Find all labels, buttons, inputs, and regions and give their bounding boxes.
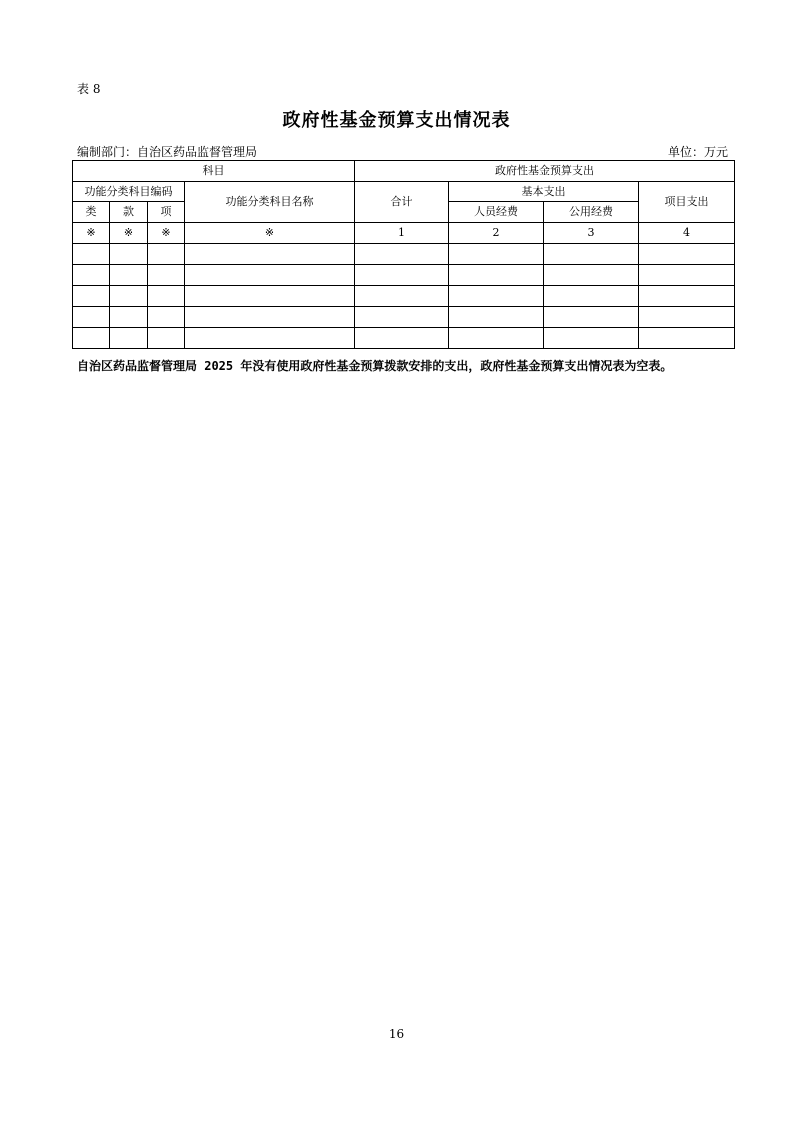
table-cell: [110, 286, 148, 307]
table-cell: [110, 328, 148, 349]
header-total: 合计: [355, 182, 449, 223]
page-title: 政府性基金预算支出情况表: [282, 110, 511, 131]
table-row: [73, 265, 735, 286]
table-cell: ※: [148, 223, 185, 244]
table-cell: ※: [185, 223, 355, 244]
table-cell: [73, 265, 110, 286]
header-class: 类: [73, 202, 110, 223]
table-cell: [544, 328, 639, 349]
table-cell: 2: [449, 223, 544, 244]
table-row: [73, 244, 735, 265]
table-cell: [544, 307, 639, 328]
table-cell: [449, 286, 544, 307]
table-cell: 4: [639, 223, 735, 244]
table-cell: ※: [73, 223, 110, 244]
header-name: 功能分类科目名称: [185, 182, 355, 223]
page-number: 16: [388, 1027, 405, 1041]
expense-table: [72, 160, 735, 349]
table-cell: [639, 307, 735, 328]
table-cell: [73, 307, 110, 328]
table-cell: ※: [110, 223, 148, 244]
header-personnel: 人员经费: [449, 202, 544, 223]
table-row: [73, 328, 735, 349]
table-cell: [73, 244, 110, 265]
header-basic: 基本支出: [449, 182, 639, 202]
table-cell: [110, 307, 148, 328]
table-cell: [148, 286, 185, 307]
table-cell: [355, 244, 449, 265]
table-label: 表 8: [77, 82, 101, 96]
table-cell: 1: [355, 223, 449, 244]
empty-rows-body: [73, 244, 735, 349]
table-cell: [355, 307, 449, 328]
unit-label: 单位：万元: [667, 145, 728, 159]
table-cell: [148, 307, 185, 328]
table-cell: [449, 244, 544, 265]
table-cell: [544, 265, 639, 286]
table-cell: [544, 244, 639, 265]
table-cell: [449, 307, 544, 328]
table-cell: [185, 244, 355, 265]
table-row: [73, 286, 735, 307]
table-cell: [148, 265, 185, 286]
table-cell: [185, 307, 355, 328]
table-cell: [449, 328, 544, 349]
header-expense: 政府性基金预算支出: [355, 161, 735, 182]
header-code: 功能分类科目编码: [73, 182, 185, 202]
header-subject: 科目: [73, 161, 355, 182]
table-cell: [148, 244, 185, 265]
table-row: [73, 223, 735, 244]
table-cell: [185, 286, 355, 307]
table-cell: [110, 265, 148, 286]
table-cell: [449, 265, 544, 286]
table-cell: [73, 286, 110, 307]
table-cell: [355, 265, 449, 286]
index-row-body: [73, 223, 735, 244]
table-cell: 3: [544, 223, 639, 244]
empty-table-note: 自治区药品监督管理局 2025 年没有使用政府性基金预算拨款安排的支出，政府性基金预算支出情况表为空表。: [77, 359, 673, 373]
table-row: [73, 307, 735, 328]
table-cell: [639, 328, 735, 349]
table-cell: [639, 244, 735, 265]
table-cell: [185, 328, 355, 349]
table-cell: [639, 286, 735, 307]
table-cell: [355, 286, 449, 307]
header-public: 公用经费: [544, 202, 639, 223]
table-cell: [639, 265, 735, 286]
header-item: 款: [110, 202, 148, 223]
table-cell: [110, 244, 148, 265]
table-cell: [544, 286, 639, 307]
table-cell: [185, 265, 355, 286]
table-cell: [355, 328, 449, 349]
header-project: 项目支出: [639, 182, 735, 223]
department-label: 编制部门：自治区药品监督管理局: [77, 145, 258, 159]
header-sub: 项: [148, 202, 185, 223]
table-cell: [148, 328, 185, 349]
table-cell: [73, 328, 110, 349]
